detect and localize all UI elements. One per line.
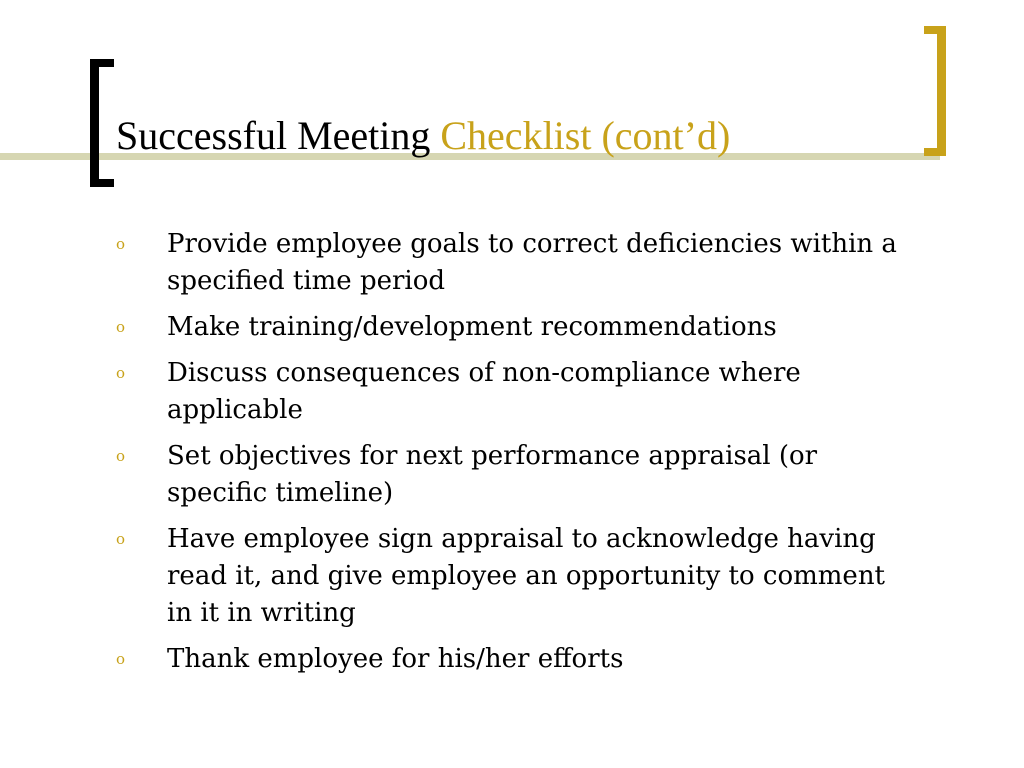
bullet-marker-icon: o (116, 364, 126, 382)
bullet-text: Discuss consequences of non-compliance where applicable (167, 358, 801, 425)
bullet-item (116, 521, 916, 632)
bullet-item (116, 226, 916, 300)
bullet-text: Set objectives for next performance appraisal (or specific timeline) (167, 441, 818, 508)
bullet-item (116, 309, 916, 346)
slide-title-accent: Checklist (cont’d) (440, 113, 731, 158)
left-bracket-decoration (90, 59, 114, 187)
right-bracket-decoration (924, 26, 946, 156)
bullet-marker-icon: o (116, 530, 126, 548)
bullet-text: Provide employee goals to correct deficiencies within a specified time period (167, 229, 897, 296)
slide-title (116, 110, 730, 162)
bullet-text: Make training/development recommendations (167, 312, 777, 342)
bullet-item (116, 438, 916, 512)
bullet-text: Thank employee for his/her efforts (167, 644, 624, 674)
bullet-item (116, 355, 916, 429)
bullet-marker-icon: o (116, 235, 126, 253)
slide-title-main: Successful Meeting (116, 113, 431, 158)
bullet-item (116, 641, 916, 678)
bullet-marker-icon: o (116, 447, 126, 465)
bullet-marker-icon: o (116, 318, 126, 336)
bullet-text: Have employee sign appraisal to acknowledge having read it, and give employee an opportunity to comment in it in writing (167, 524, 886, 628)
bullet-list (116, 226, 916, 687)
bullet-marker-icon: o (116, 650, 126, 668)
